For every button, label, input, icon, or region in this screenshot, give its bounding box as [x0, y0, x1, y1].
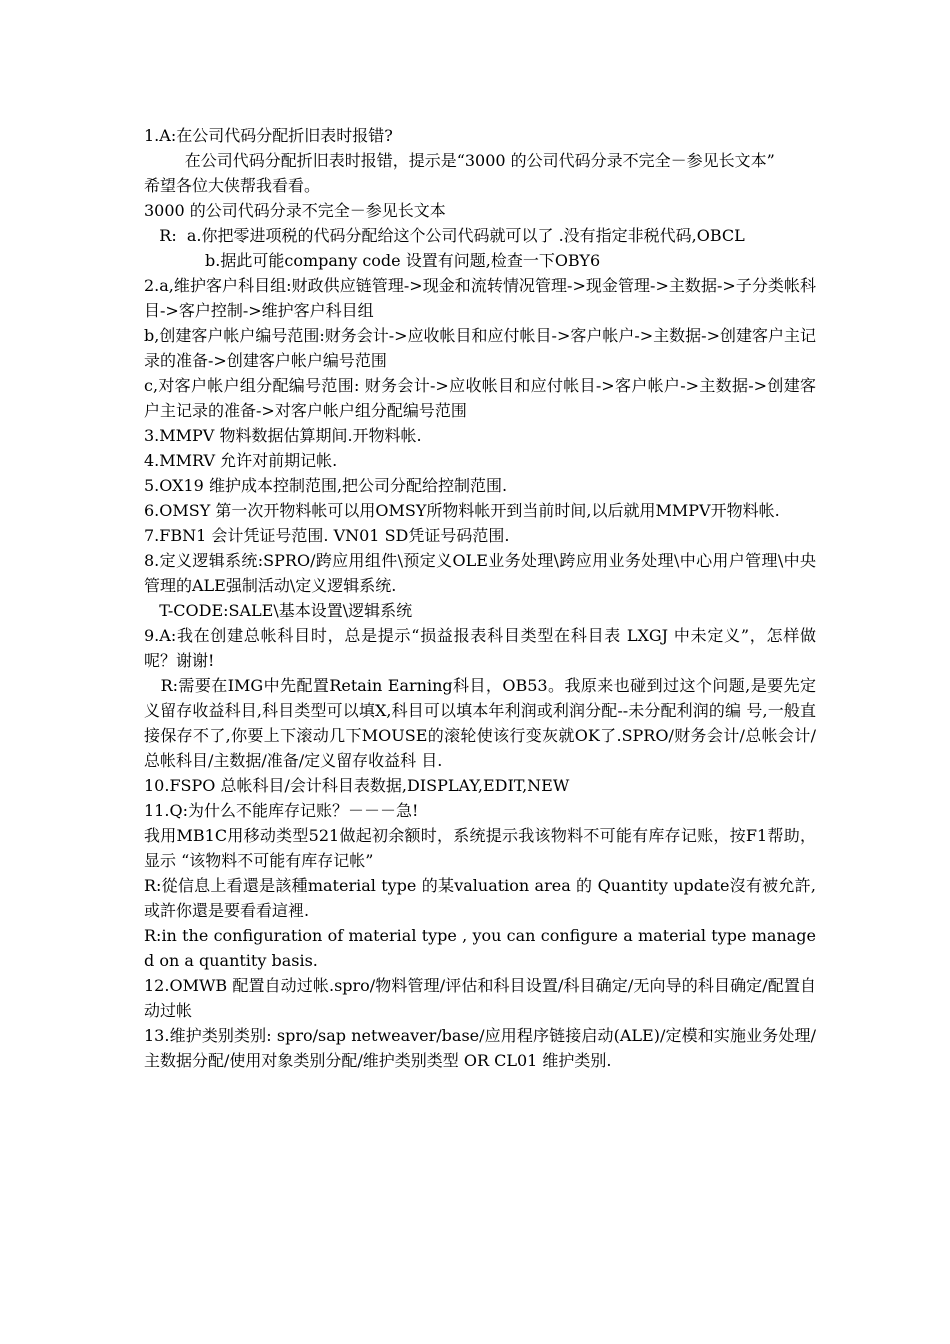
paragraph-7: 2.a,维护客户科目组:财政供应链管理->现金和流转情况管理->现金管理->主数据->子分类帐科目->客户控制->维护客户科目组 [144, 276, 816, 320]
paragraph-20: 11.Q:为什么不能库存记账？－－－急! [144, 801, 419, 820]
paragraph-5: R: a.你把零进项税的代码分配给这个公司代码就可以了 .没有指定非税代码,OBCL [144, 226, 745, 245]
paragraph-11: 4.MMRV 允许对前期记帐. [144, 451, 338, 470]
paragraph-3: 希望各位大侠帮我看看。 [144, 176, 321, 195]
paragraph-14: 7.FBN1 会计凭证号范围. VN01 SD凭证号码范围. [144, 526, 510, 545]
paragraph-15: 8.定义逻辑系统:SPRO/跨应用组件\预定义OLE业务处理\跨应用业务处理\中心用户管理\中央管理的ALE强制活动\定义逻辑系统. [144, 551, 816, 595]
paragraph-8: b,创建客户帐户编号范围:财务会计->应收帐目和应付帐目->客户帐户->主数据->创建客户主记录的准备->创建客户帐户编号范围 [144, 326, 816, 370]
paragraph-2: 在公司代码分配折旧表时报错，提示是“3000 的公司代码分录不完全－参见长文本” [144, 151, 775, 170]
paragraph-22: R:從信息上看還是該種material type 的某valuation area 的 Quantity update沒有被允許,或許你還是要看看這裡. [144, 876, 816, 920]
paragraph-1: 1.A:在公司代码分配折旧表时报错? [144, 126, 393, 145]
paragraph-13: 6.OMSY 第一次开物料帐可以用OMSY所物料帐开到当前时间,以后就用MMPV开物料帐. [144, 501, 780, 520]
paragraph-9: c,对客户帐户组分配编号范围: 财务会计->应收帐目和应付帐目->客户帐户->主数据->创建客户主记录的准备->对客户帐户组分配编号范围 [144, 376, 816, 420]
paragraph-21: 我用MB1C用移动类型521做起初余额时，系统提示我该物料不可能有库存记账，按F1帮助，显示 “该物料不可能有库存记帐” [144, 826, 816, 870]
paragraph-24: 12.OMWB 配置自动过帐.spro/物料管理/评估和科目设置/科目确定/无向导的科目确定/配置自动过帐 [144, 976, 816, 1020]
paragraph-16: T-CODE:SALE\基本设置\逻辑系统 [144, 601, 413, 620]
paragraph-6: b.据此可能company code 设置有问题,检查一下OBY6 [144, 251, 601, 270]
document-page [144, 123, 816, 1073]
paragraph-12: 5.OX19 维护成本控制范围,把公司分配给控制范围. [144, 476, 508, 495]
paragraph-25: 13.维护类别类别: spro/sap netweaver/base/应用程序链接启动(ALE)/定模和实施业务处理/主数据分配/使用对象类别分配/维护类别类型 OR CL01 维护类别. [144, 1026, 816, 1070]
paragraph-18: R:需要在IMG中先配置Retain Earning科目，OB53。我原来也碰到过这个问题,是要先定义留存收益科目,科目类型可以填X,科目可以填本年利润或利润分配--未分配利润的编 号,一般直接保存不了,你要上下滚动几下MOUSE的滚轮使该行变灰就OK了.SPRO/财务会计/总帐会计/总帐科目/主数据/准备/定义留存收益科 目. [144, 676, 816, 770]
paragraph-23: R:in the configuration of material type , you can configure a material type managed on a quantity basis. [144, 926, 816, 970]
paragraph-4: 3000 的公司代码分录不完全－参见长文本 [144, 201, 446, 220]
paragraph-19: 10.FSPO 总帐科目/会计科目表数据,DISPLAY,EDIT,NEW [144, 776, 570, 795]
paragraph-10: 3.MMPV 物料数据估算期间.开物料帐. [144, 426, 422, 445]
paragraph-17: 9.A:我在创建总帐科目时，总是提示“损益报表科目类型在科目表 LXGJ 中未定义”，怎样做呢？谢谢! [144, 626, 816, 670]
